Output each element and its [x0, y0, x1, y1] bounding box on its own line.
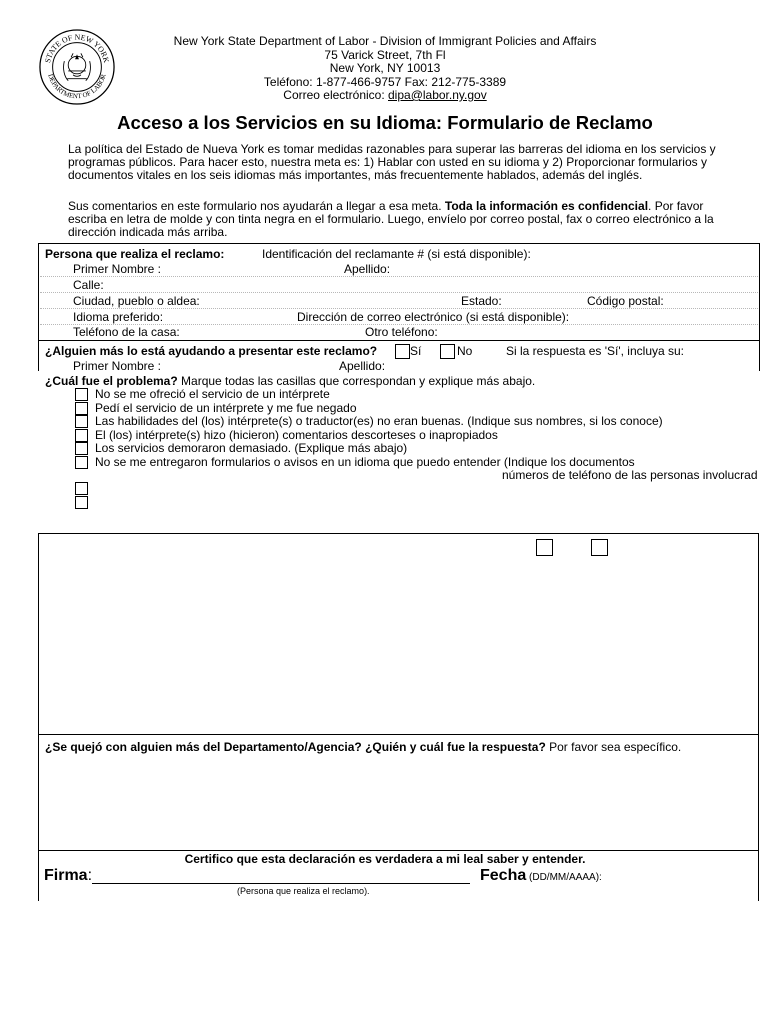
extra-checkbox-2[interactable] — [591, 539, 608, 556]
intro-paragraph: La política del Estado de Nueva York es tomar medidas razonables para superar las barreras del idioma en los servicios y programas públicos. Para hacer esto, nuestra meta es: 1) Hablar con usted en su idioma y 2) Proporcionar formularios y documentos vitales en los seis idiomas más importantes, más frecuentemente hablados, además del inglés. — [68, 142, 716, 182]
problem-option-6: No se me entregaron formularios o avisos en un idioma que puedo entender (Indique los documentos — [95, 455, 635, 469]
state-label[interactable]: Estado: — [461, 294, 502, 308]
problem-option-1: No se me ofreció el servicio de un intérprete — [95, 387, 330, 401]
home-phone-label[interactable]: Teléfono de la casa: — [73, 325, 180, 339]
field-rule — [40, 276, 758, 277]
signature-line[interactable] — [92, 883, 470, 884]
helper-first-name-label[interactable]: Primer Nombre : — [73, 359, 162, 373]
problem-option-3: Las habilidades del (los) intérprete(s) o traductor(es) no eran buenas. (Indique sus nombres, si los conoce) — [95, 414, 663, 428]
problem-checkbox-1[interactable] — [75, 388, 88, 401]
extra-checkbox-1[interactable] — [536, 539, 553, 556]
problem-checkbox-2[interactable] — [75, 402, 88, 415]
form-top-border — [38, 243, 760, 244]
claimant-id-label: Identificación del reclamante # (si está disponible): — [262, 247, 531, 261]
problem-checkbox-5[interactable] — [75, 442, 88, 455]
problem-option-2: Pedí el servicio de un intérprete y me fue negado — [95, 401, 357, 415]
problem-checkbox-7[interactable] — [75, 482, 88, 495]
helper-no-checkbox[interactable] — [440, 344, 455, 359]
header-address: 75 Varick Street, 7th Fl — [324, 47, 446, 62]
certify-statement: Certifico que esta declaración es verdadera a mi leal saber y entender. — [184, 852, 586, 866]
date-label-wrap: Fecha (DD/MM/AAAA): — [480, 867, 602, 884]
seal-bottom-text: DEPARTMENT OF LABOR — [46, 73, 108, 101]
field-rule — [40, 308, 758, 309]
problem-overflow-text: números de teléfono de las personas involucrad — [502, 468, 758, 482]
helper-question: ¿Alguien más lo está ayudando a presentar este reclamo? — [45, 344, 378, 358]
page-title: Acceso a los Servicios en su Idioma: Formulario de Reclamo — [117, 112, 653, 133]
street-label[interactable]: Calle: — [73, 278, 104, 292]
email-link[interactable]: dipa@labor.ny.gov — [388, 88, 487, 102]
problem-question-line: ¿Cuál fue el problema? Marque todas las casillas que correspondan y explique más abajo. — [45, 374, 536, 388]
explanation-box[interactable] — [38, 533, 759, 851]
first-name-label[interactable]: Primer Nombre : — [73, 262, 162, 276]
language-label[interactable]: Idioma preferido: — [73, 310, 164, 324]
seal-top-text: STATE OF NEW YORK — [43, 32, 111, 64]
other-complaint-question: ¿Se quejó con alguien más del Departamento/Agencia? ¿Quién y cuál fue la respuesta? Por favor sea específico. — [45, 740, 682, 754]
city-label[interactable]: Ciudad, pueblo o aldea: — [73, 294, 200, 308]
helper-last-name-label[interactable]: Apellido: — [339, 359, 386, 373]
signature-caption: (Persona que realiza el reclamo). — [237, 886, 370, 896]
header-city: New York, NY 10013 — [329, 61, 441, 75]
instructions-paragraph: Sus comentarios en este formulario nos ayudarán a llegar a esa meta. Toda la información es confidencial. Por favor escriba en letra de molde y con tinta negra en el formulario. Luego, envíelo por correo postal, fax o correo electrónico a la dirección indicada más arriba. — [68, 199, 714, 239]
other-phone-label[interactable]: Otro teléfono: — [365, 325, 438, 339]
problem-checkbox-8[interactable] — [75, 496, 88, 509]
claimant-heading: Persona que realiza el reclamo: — [45, 247, 225, 261]
state-seal-logo — [38, 28, 116, 106]
form-left-border — [38, 243, 39, 371]
helper-yes-label: Sí — [410, 344, 422, 358]
problem-option-4: El (los) intérprete(s) hizo (hicieron) comentarios descorteses o inapropiados — [95, 428, 498, 442]
form-divider — [38, 340, 760, 341]
form-right-border — [759, 243, 760, 371]
helper-if-yes-label: Si la respuesta es 'Sí', incluya su: — [506, 344, 685, 358]
header-email-line: Correo electrónico: dipa@labor.ny.gov — [283, 88, 487, 102]
field-rule — [40, 292, 758, 293]
email-field-label[interactable]: Dirección de correo electrónico (si está disponible): — [297, 310, 570, 324]
problem-checkbox-6[interactable] — [75, 456, 88, 469]
signature-right-border — [758, 851, 759, 901]
helper-no-label: No — [457, 344, 473, 358]
problem-checkbox-4[interactable] — [75, 429, 88, 442]
explanation-divider — [38, 734, 759, 735]
signature-label-wrap: Firma: — [44, 867, 93, 884]
signature-left-border — [38, 851, 39, 901]
header-phone: Teléfono: 1-877-466-9757 Fax: 212-775-3389 — [263, 74, 507, 89]
header-org: New York State Department of Labor - Division of Immigrant Policies and Affairs — [173, 34, 597, 48]
helper-yes-checkbox[interactable] — [395, 344, 410, 359]
zip-label[interactable]: Código postal: — [587, 294, 664, 308]
last-name-label[interactable]: Apellido: — [344, 262, 391, 276]
problem-option-5: Los servicios demoraron demasiado. (Explique más abajo) — [95, 441, 408, 455]
problem-checkbox-3[interactable] — [75, 415, 88, 428]
